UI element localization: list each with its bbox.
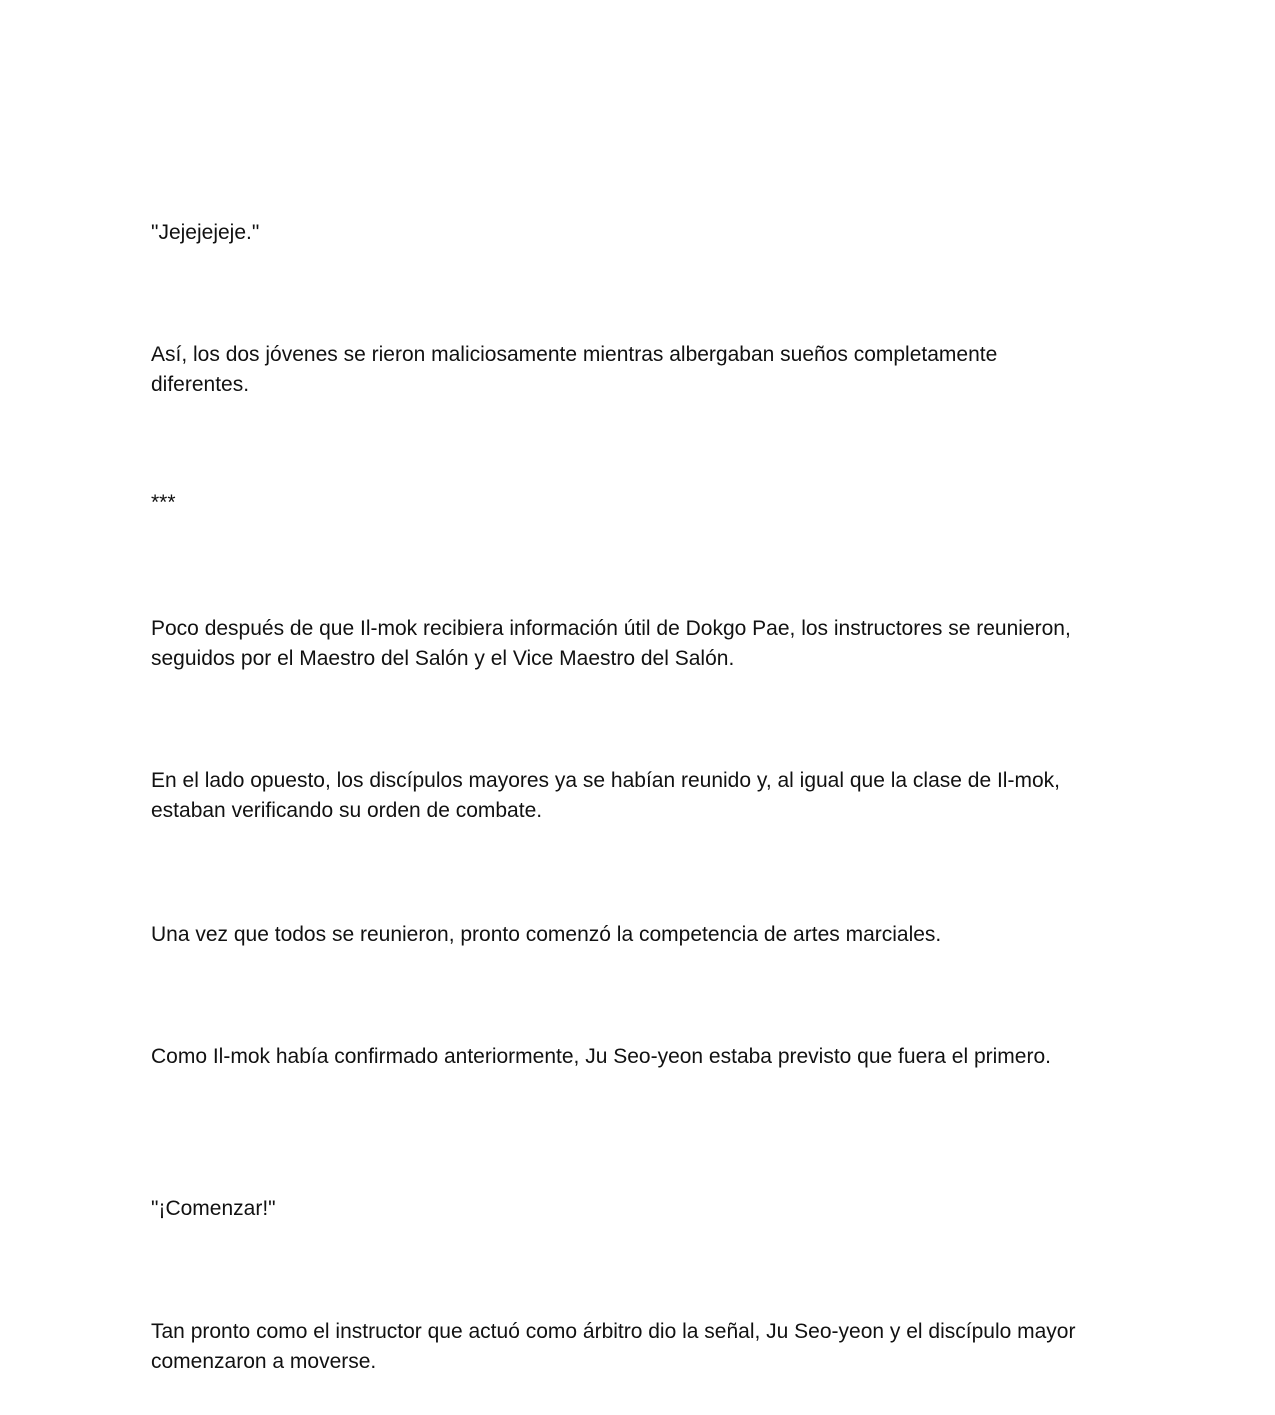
paragraph-competition: Una vez que todos se reunieron, pronto comenzó la competencia de artes marciales. bbox=[151, 923, 942, 946]
paragraph-start: "¡Comenzar!" bbox=[151, 1197, 276, 1220]
paragraph-signal: Tan pronto como el instructor que actuó como árbitro dio la señal, Ju Seo-yeon y el discípulo mayor comenzaron a moverse. bbox=[151, 1320, 1076, 1373]
paragraph-dreams: Así, los dos jóvenes se rieron maliciosamente mientras albergaban sueños completamente diferentes. bbox=[151, 343, 998, 396]
paragraph-instructors: Poco después de que Il-mok recibiera información útil de Dokgo Pae, los instructores se reunieron, seguidos por el Maestro del Salón y el Vice Maestro del Salón. bbox=[151, 617, 1071, 670]
paragraph-senior-disciples: En el lado opuesto, los discípulos mayores ya se habían reunido y, al igual que la clase de Il-mok, estaban verificando su orden de combate. bbox=[151, 769, 1060, 822]
section-separator: *** bbox=[151, 491, 176, 514]
paragraph-first-match: Como Il-mok había confirmado anteriormente, Ju Seo-yeon estaba previsto que fuera el primero. bbox=[151, 1045, 1051, 1068]
paragraph-laugh: "Jejejejeje." bbox=[151, 221, 260, 244]
